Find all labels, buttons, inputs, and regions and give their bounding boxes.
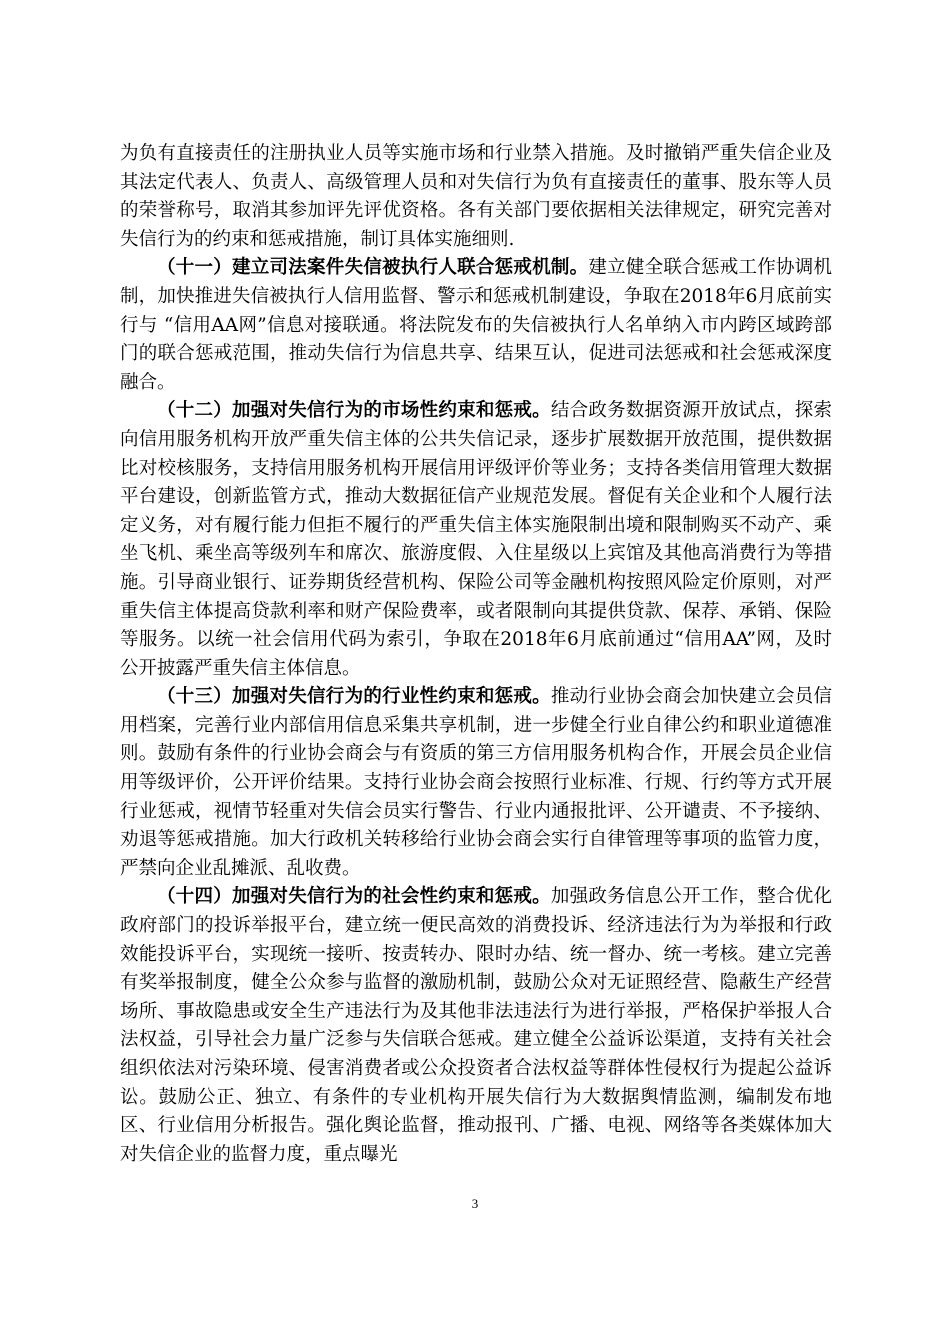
section-heading: （十三）加强对失信行为的行业性约束和惩戒。 — [157, 686, 551, 708]
paragraph-section-13 — [120, 683, 832, 883]
paragraph-section-14 — [120, 883, 832, 1169]
page-number: 3 — [471, 1196, 479, 1211]
paragraph-text: 建立健全联合惩戒工作协调机制，加快推进失信被执行人信用监督、警示和惩戒机制建设，争取在2018年6月底前实行与 “信用AA网”信息对接联通。将法院发布的失信被执行人名单纳入市内跨区域跨部门的联合惩戒范围，推动失信行为信息共享、结果互认，促进司法惩戒和社会惩戒深度融合。 — [120, 257, 832, 393]
paragraph-continued — [120, 140, 832, 254]
document-body — [120, 140, 832, 1169]
section-heading: （十二）加强对失信行为的市场性约束和惩戒。 — [157, 400, 551, 422]
paragraph-text: 为负有直接责任的注册执业人员等实施市场和行业禁入措施。及时撤销严重失信企业及其法定代表人、负责人、高级管理人员和对失信行为负有直接责任的董事、股东等人员的荣誉称号，取消其参加评先评优资格。各有关部门要依据相关法律规定，研究完善对失信行为的约束和惩戒措施，制订具体实施细则. — [120, 143, 832, 250]
paragraph-text: 加强政务信息公开工作，整合优化政府部门的投诉举报平台，建立统一便民高效的消费投诉、经济违法行为为举报和行政效能投诉平台，实现统一接听、按责转办、限时办结、统一督办、统一考核。建立完善有奖举报制度，健全公众参与监督的激励机制，鼓励公众对无证照经营、隐蔽生产经营场所、事故隐患或安全生产违法行为及其他非法违法行为进行举报，严格保护举报人合法权益，引导社会力量广泛参与失信联合惩戒。建立健全公益诉讼渠道，支持有关社会组织依法对污染环境、侵害消费者或公众投资者合法权益等群体性侵权行为提起公益诉讼。鼓励公正、独立、有条件的专业机构开展失信行为大数据舆情监测，编制发布地区、行业信用分析报告。强化舆论监督，推动报刊、广播、电视、网络等各类媒体加大对失信企业的监督力度，重点曝光 — [120, 886, 832, 1165]
section-heading: （十一）建立司法案件失信被执行人联合惩戒机制。 — [157, 257, 589, 279]
paragraph-section-12 — [120, 397, 832, 683]
section-heading: （十四）加强对失信行为的社会性约束和惩戒。 — [157, 886, 551, 908]
paragraph-text: 结合政务数据资源开放试点，探索向信用服务机构开放严重失信主体的公共失信记录，逐步扩展数据开放范围，提供数据比对校核服务，支持信用服务机构开展信用评级评价等业务；支持各类信用管理大数据平台建设，创新监管方式，推动大数据征信产业规范发展。督促有关企业和个人履行法定义务，对有履行能力但拒不履行的严重失信主体实施限制出境和限制购买不动产、乘坐飞机、乘坐高等级列车和席次、旅游度假、入住星级以上宾馆及其他高消费行为等措施。引导商业银行、证券期货经营机构、保险公司等金融机构按照风险定价原则，对严重失信主体提高贷款利率和财产保险费率，或者限制向其提供贷款、保荐、承销、保险等服务。以统一社会信用代码为索引，争取在2018年6月底前通过“信用AA”网，及时公开披露严重失信主体信息。 — [120, 400, 832, 679]
paragraph-section-11 — [120, 254, 832, 397]
paragraph-text: 推动行业协会商会加快建立会员信用档案，完善行业内部信用信息采集共享机制，进一步健全行业自律公约和职业道德准则。鼓励有条件的行业协会商会与有资质的第三方信用服务机构合作，开展会员企业信用等级评价，公开评价结果。支持行业协会商会按照行业标准、行规、行约等方式开展行业惩戒，视情节轻重对失信会员实行警告、行业内通报批评、公开谴责、不予接纳、劝退等惩戒措施。加大行政机关转移给行业协会商会实行自律管理等事项的监管力度，严禁向企业乱摊派、乱收费。 — [120, 686, 832, 879]
